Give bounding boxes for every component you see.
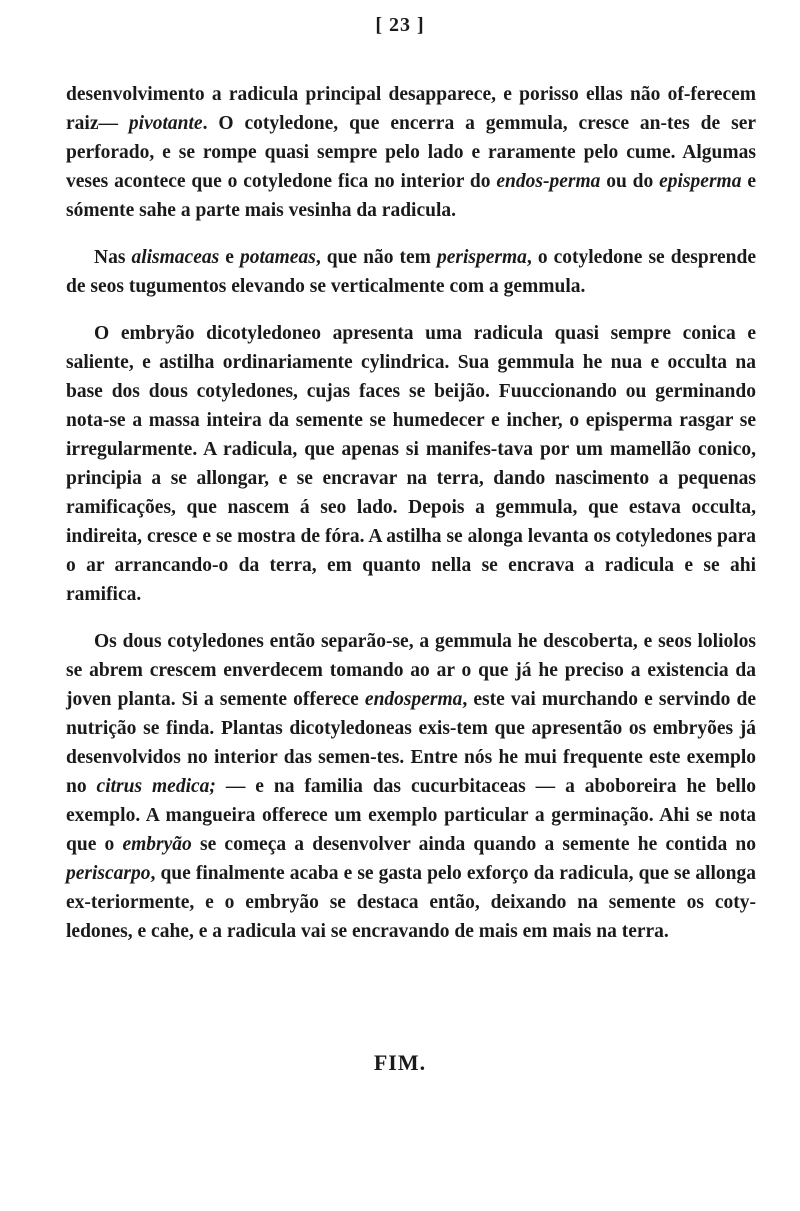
italic-term: perisperma [436,247,527,268]
italic-term: periscarpo [66,863,151,884]
italic-term: potameas [239,247,316,268]
italic-term: citrus medica; [96,776,216,797]
italic-term: alismaceas [131,247,220,268]
end-marker: FIM. [373,1050,427,1075]
body-text [66,80,756,964]
italic-term: embryão [122,834,192,855]
paragraph: Os dous cotyledones então separão-se, a gemmula he descoberta, e seos loliolos se abrem crescem enverdecem tomando ao ar o que já he preciso a existencia da joven planta. Si a semente offerece endosperma, este vai murchando e servindo de nutrição se finda. Plantas dicotyledoneas exis-tem que apresentão os embryões já desenvolvidos no interior das semen-tes. Entre nós he mui frequente este exemplo no citrus medica; — e na familia das cucurbitaceas — a aboboreira he bello exemplo. A mangueira offerece um exemplo particular a germinação. Ahi se nota que o embryão se começa a desenvolver ainda quando a semente he contida no periscarpo, que finalmente acaba e se gasta pelo exforço da radicula, que se allonga ex-teriormente, e o embryão se destaca então, deixando na semente os coty-ledones, e cahe, e a radicula vai se encravando de mais em mais na terra. [66,631,756,942]
italic-term: endos-perma [496,171,601,192]
page-number: [ 23 ] [375,14,425,36]
italic-term: endosperma [364,689,463,710]
italic-term: pivotante [128,113,203,134]
paragraph: Nas alismaceas e potameas, que não tem perisperma, o cotyledone se desprende de seos tugumentos elevando se verticalmente com a gemmula. [66,247,756,297]
paragraph: desenvolvimento a radicula principal desapparece, e porisso ellas não of-ferecem raiz— pivotante. O cotyledone, que encerra a gemmula, cresce an-tes de ser perforado, e se rompe quasi sempre pelo lado e raramente pelo cume. Algumas veses acontece que o cotyledone fica no interior do endos-perma ou do episperma e sómente sahe a parte mais vesinha da radicula. [66,84,756,221]
paragraph: O embryão dicotyledoneo apresenta uma radicula quasi sempre conica e saliente, e astilha ordinariamente cylindrica. Sua gemmula he nua e occulta na base dos dous cotyledones, cujas faces se beijão. Fuuccionando ou germinando nota-se a massa inteira da semente se humedecer e incher, o episperma rasgar se irregularmente. A radicula, que apenas si manifes-tava por um mamellão conico, principia a se allongar, e se encravar na terra, dando nascimento a pequenas ramificações, que nascem á seo lado. Depois a gemmula, que estava occulta, indireita, cresce e se mostra de fóra. A astilha se alonga levanta os cotyledones para o ar arrancando-o da terra, em quanto nella se encrava a radicula e se ahi ramifica. [66,323,756,605]
italic-term: episperma [659,171,742,192]
